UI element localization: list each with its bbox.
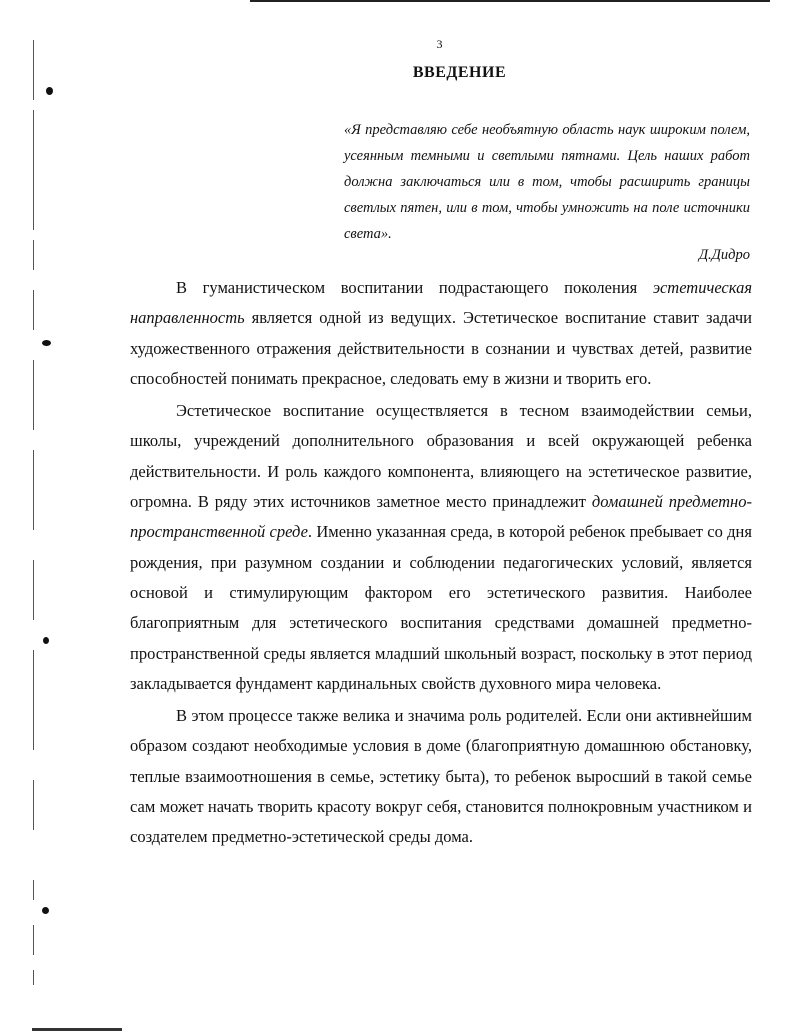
- scan-margin-line-11: [33, 925, 34, 955]
- scan-margin-line-9: [33, 780, 34, 830]
- main-text: [130, 273, 752, 855]
- scan-margin-line-10: [33, 880, 34, 900]
- scan-margin-line-2: [33, 110, 34, 230]
- scan-top-border: [250, 0, 770, 2]
- paragraph-2-text-b: . Именно указанная среда, в которой ребенок пребывает со дня рождения, при разумном создании и соблюдении педагогических условий, является основой и стимулирующим фактором его эстетического развития. Наиболее благоприятным для эстетического воспитания средствами домашней предметно-пространственной среды является младший школьный возраст, поскольку в этот период закладывается фундамент кардинальных свойств духовного мира человека.: [130, 522, 752, 693]
- paragraph-3: В этом процессе также велика и значима роль родителей. Если они активнейшим образом создают необходимые условия в доме (благоприятную домашнюю обстановку, теплые взаимоотношения в семье, эстетику быта), то ребенок выросший в такой семье сам может начать творить красоту вокруг себя, становится полнокровным участником и создателем предметно-эстетической среды дома.: [130, 706, 752, 847]
- scan-margin-line-5: [33, 360, 34, 430]
- paragraph-2: [130, 396, 752, 699]
- scan-punch-mark-2: [42, 340, 51, 346]
- epigraph-quote: «Я представляю себе необъятную область наук широким полем, усеянным темными и светлыми пятнами. Цель наших работ должна заключаться или в том, чтобы расширить границы светлых пятен, или в том, чтобы умножить на поле источники света».: [344, 122, 750, 242]
- scan-punch-mark-1: [46, 87, 53, 95]
- scan-margin-line-12: [33, 970, 34, 985]
- page-number: 3: [436, 37, 443, 51]
- epigraph-author: Д.Дидро: [698, 247, 750, 263]
- paragraph-1-emphasis: эстетическая направленность: [130, 278, 752, 328]
- paragraph-2-emphasis: домашней предметно-пространственной среде: [130, 492, 752, 542]
- scan-bottom-border: [32, 1028, 122, 1031]
- scan-margin-line-6: [33, 450, 34, 530]
- scan-margin-line-7: [33, 560, 34, 620]
- paragraph-2-text-a: Эстетическое воспитание осуществляется в тесном взаимодействии семьи, школы, учреждений дополнительного образования и всей окружающей ребенка действительности. И роль каждого компонента, влияющего на эстетическое развитие, огромна. В ряду этих источников заметное место принадлежит: [130, 401, 752, 512]
- scan-margin-line-3: [33, 240, 34, 270]
- paragraph-1: [130, 273, 752, 394]
- paragraph-1-text-b: является одной из ведущих. Эстетическое воспитание ставит задачи художественного отражения действительности в сознании и чувствах детей, развитие способностей понимать прекрасное, следовать ему в жизни и творить его.: [130, 308, 752, 388]
- scan-margin-line-8: [33, 650, 34, 750]
- paragraph-1-text-a: В гуманистическом воспитании подрастающего поколения: [176, 278, 653, 297]
- scan-punch-mark-4: [42, 907, 49, 914]
- scan-punch-mark-3: [43, 637, 49, 644]
- scan-margin-line-4: [33, 290, 34, 330]
- page-title: ВВЕДЕНИЕ: [412, 64, 507, 81]
